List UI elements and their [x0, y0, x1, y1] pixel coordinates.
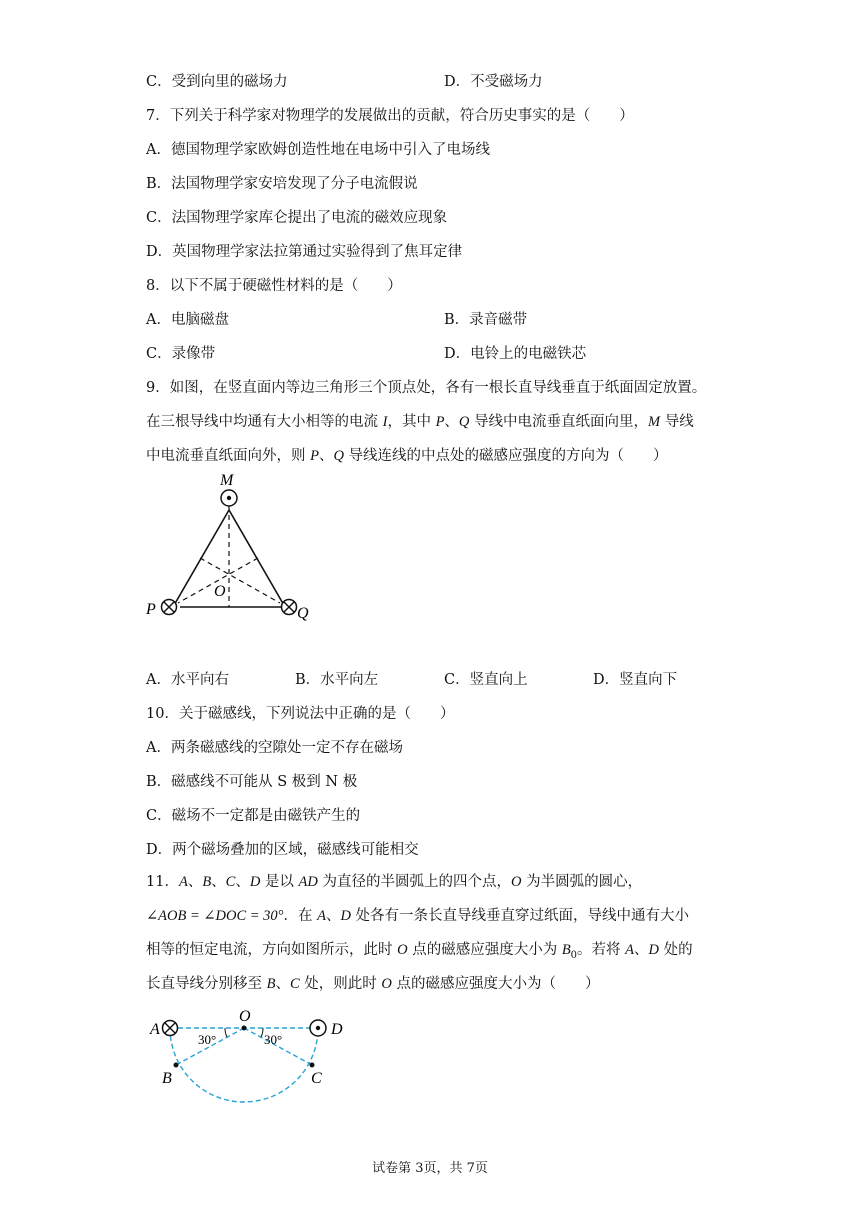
q8-option-c: C．录像带: [146, 346, 216, 362]
q7-option-c: C．法国物理学家库仑提出了电流的磁效应现象: [146, 210, 448, 226]
current-in-icon: [163, 1021, 178, 1036]
q10-option-a: A．两条磁感线的空隙处一定不存在磁场: [146, 740, 403, 756]
q8-stem: 8．以下不属于硬磁性材料的是（ ）: [146, 278, 402, 294]
label-q: Q: [297, 605, 309, 622]
current-in-icon: [282, 600, 297, 615]
q9-option-d: D．竖直向下: [593, 672, 678, 688]
q10-option-d: D．两个磁场叠加的区域，磁感线可能相交: [146, 842, 419, 858]
q9-option-a: A．水平向右: [146, 672, 229, 688]
angle-label-left: 30°: [198, 1032, 217, 1047]
q9-option-c: C．竖直向上: [444, 672, 528, 688]
label-m: M: [220, 472, 234, 489]
q9-triangle-figure: [140, 468, 340, 628]
label-o: O: [214, 583, 226, 600]
q10-stem: 10．关于磁感线，下列说法中正确的是（ ）: [146, 706, 455, 722]
q6-option-c: C．受到向里的磁场力: [146, 74, 288, 90]
q11-stem-line2: ∠AOB = ∠DOC = 30°．在 A、D 处各有一条长直导线垂直穿过纸面，导线中通有大小: [146, 908, 690, 924]
page-footer: 试卷第 3页，共 7页: [372, 1161, 488, 1176]
q9-stem-line2: 在三根导线中均通有大小相等的电流 I，其中 P、Q 导线中电流垂直纸面向里，M 导线: [146, 414, 694, 430]
q6-option-d: D．不受磁场力: [444, 74, 543, 90]
q11-stem-line1: 11．A、B、C、D 是以 AD 为直径的半圆弧上的四个点，O 为半圆弧的圆心，: [146, 874, 643, 890]
q8-option-d: D．电铃上的电磁铁芯: [444, 346, 587, 362]
label-p: P: [146, 601, 156, 618]
q7-stem: 7．下列关于科学家对物理学的发展做出的贡献，符合历史事实的是（ ）: [146, 108, 634, 124]
q9-option-b: B．水平向左: [295, 672, 379, 688]
q9-stem-line3: 中电流垂直纸面向外，则 P、Q 导线连线的中点处的磁感应强度的方向为（ ）: [146, 448, 668, 464]
label-b: B: [162, 1070, 172, 1087]
q7-option-d: D．英国物理学家法拉第通过实验得到了焦耳定律: [146, 244, 463, 260]
angle-label-right: 30°: [264, 1032, 283, 1047]
label-d: D: [331, 1021, 343, 1038]
current-in-icon: [162, 600, 177, 615]
q11-stem-line4: 长直导线分别移至 B、C 处，则此时 O 点的磁感应强度大小为（ ）: [146, 976, 600, 992]
label-o: O: [239, 1008, 251, 1025]
q8-option-b: B．录音磁带: [444, 312, 528, 328]
label-c: C: [311, 1070, 322, 1087]
q8-option-a: A．电脑磁盘: [146, 312, 229, 328]
q11-semicircle-figure: [140, 1002, 360, 1114]
q7-option-a: A．德国物理学家欧姆创造性地在电场中引入了电场线: [146, 142, 490, 158]
q7-option-b: B．法国物理学家安培发现了分子电流假说: [146, 176, 418, 192]
q9-stem-line1: 9．如图，在竖直面内等边三角形三个顶点处，各有一根长直导线垂直于纸面固定放置。: [146, 380, 707, 396]
q10-option-c: C．磁场不一定都是由磁铁产生的: [146, 808, 361, 824]
q10-option-b: B．磁感线不可能从 S 极到 N 极: [146, 774, 358, 790]
q11-stem-line3: 相等的恒定电流，方向如图所示，此时 O 点的磁感应强度大小为 $B_0$。若将 A、D 处的: [146, 942, 693, 961]
label-a: A: [150, 1021, 160, 1038]
